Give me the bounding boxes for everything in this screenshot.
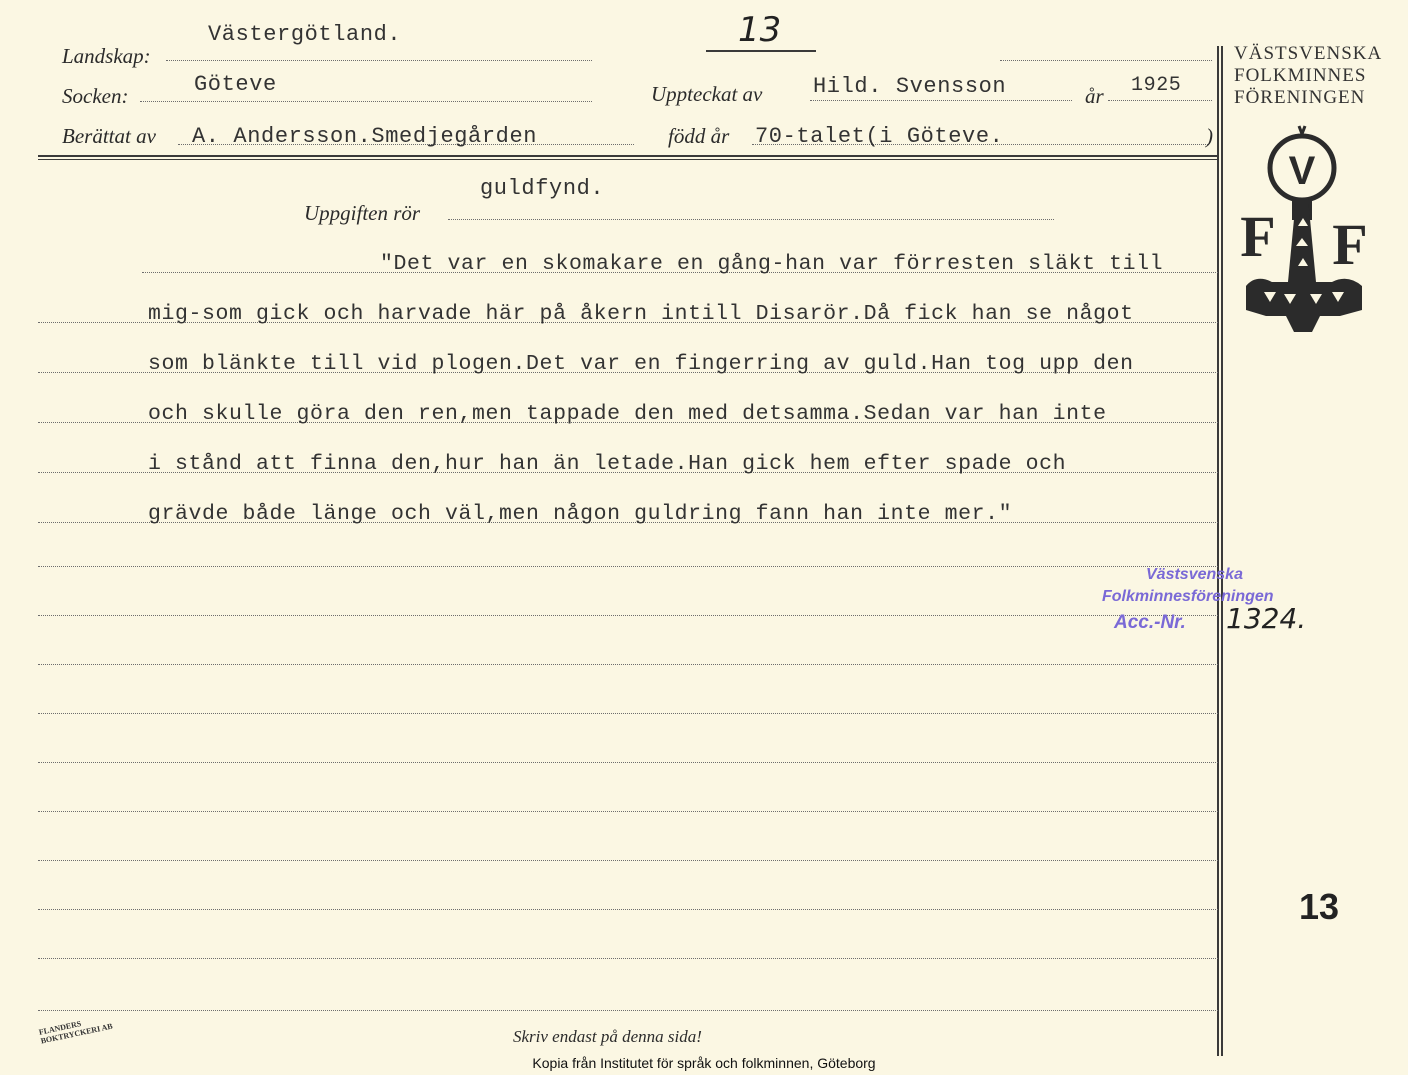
subject-line — [448, 219, 1054, 220]
logo-letter-v: V — [1288, 149, 1316, 193]
org-name — [1234, 43, 1382, 109]
ar-label: år — [1085, 84, 1104, 108]
socken-line — [140, 101, 592, 102]
org-name-line1: VÄSTSVENSKA — [1234, 43, 1383, 64]
footer-instruction: Skriv endast på denna sida! — [513, 1027, 702, 1046]
text-line-1: "Det var en skomakare en gång-han var förresten släkt till — [380, 252, 1164, 276]
header-rule-top — [38, 155, 1218, 157]
socken-label: Socken: — [62, 84, 129, 108]
uppteck-line — [810, 100, 1072, 101]
record-number: 13 — [738, 10, 782, 50]
fodd-close: ) — [1206, 124, 1213, 148]
text-line-6: grävde både länge och väl,men någon guldring fann han inte mer." — [148, 502, 1013, 526]
ruled-line — [38, 1010, 1218, 1011]
uppteck-label: Uppteckat av — [651, 82, 763, 106]
berattat-label: Berättat av — [62, 124, 156, 148]
text-line-5: i stånd att finna den,hur han än letade.Han gick hem efter spade och — [148, 452, 1067, 476]
ar-value: 1925 — [1131, 74, 1182, 97]
ruled-line — [38, 958, 1218, 959]
stamp-line1: Västsvenska — [1146, 566, 1243, 583]
ruled-line — [38, 713, 1218, 714]
landskap-label: Landskap: — [62, 44, 151, 68]
ruled-line — [38, 615, 1218, 616]
margin-rule-left — [1217, 46, 1219, 1056]
stamp-acc-label: Acc.-Nr. — [1114, 612, 1186, 633]
logo-letter-f-left: F — [1240, 204, 1276, 269]
logo-letter-f-right: F — [1332, 212, 1368, 277]
subject-value: guldfynd. — [480, 176, 605, 201]
header-right-line — [1000, 60, 1212, 61]
socken-value: Göteve — [194, 72, 277, 97]
ruled-line — [38, 762, 1218, 763]
copy-note: Kopia från Institutet för språk och folkminnen, Göteborg — [532, 1055, 876, 1071]
text-line-3: som blänkte till vid plogen.Det var en fingerring av guld.Han tog upp den — [148, 352, 1134, 376]
header-rule-bottom — [38, 159, 1218, 160]
ruled-line — [38, 566, 1218, 567]
berattat-value: A. Andersson.Smedjegården — [192, 124, 538, 149]
landskap-value: Västergötland. — [208, 22, 402, 47]
landskap-line — [166, 60, 592, 61]
page-number: 13 — [1299, 886, 1340, 927]
ruled-line — [38, 860, 1218, 861]
text-line-4: och skulle göra den ren,men tappade den med detsamma.Sedan var han inte — [148, 402, 1107, 426]
ruled-line — [38, 664, 1218, 665]
ruled-line — [38, 811, 1218, 812]
stamp-line2: Folkminnesföreningen — [1102, 588, 1274, 605]
fodd-label: född år — [668, 124, 730, 148]
fodd-value: 70-talet(i Göteve. — [755, 124, 1004, 149]
record-number-underline — [706, 50, 816, 52]
text-line-2: mig-som gick och harvade här på åkern intill Disarör.Då fick han se något — [148, 302, 1134, 326]
ar-line — [1108, 100, 1212, 101]
org-name-line2: FOLKMINNES — [1234, 65, 1367, 86]
printer-mark: FLANDERS BOKTRYCKERI AB — [38, 1019, 114, 1046]
uppteck-value: Hild. Svensson — [813, 74, 1007, 99]
org-name-line3: FÖRENINGEN — [1234, 87, 1366, 108]
vff-logo-icon — [1236, 124, 1372, 336]
accession-number: 1324. — [1226, 602, 1307, 635]
ruled-line — [38, 909, 1218, 910]
hammer-head — [1246, 279, 1362, 316]
margin-rule-right — [1221, 46, 1223, 1056]
subject-label: Uppgiften rör — [304, 201, 421, 225]
